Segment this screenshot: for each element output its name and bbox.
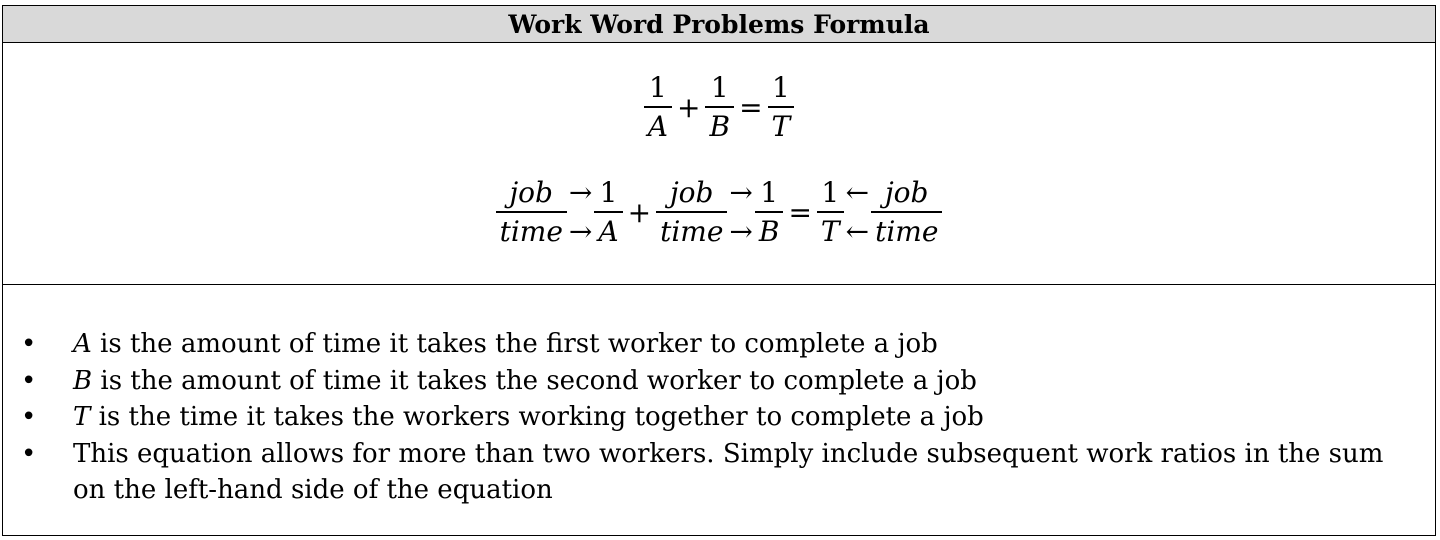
fraction-bar (656, 211, 727, 213)
plus-sign: + (627, 195, 652, 229)
fraction-bar (594, 211, 622, 213)
fraction-bar (871, 211, 942, 213)
numerator: job (670, 176, 714, 209)
denominator: B (709, 110, 731, 144)
fraction-job-over-time (656, 178, 727, 247)
fraction-one-over-b (705, 73, 734, 142)
fraction-bar (817, 211, 844, 213)
fraction-bar (755, 211, 784, 213)
list-item-text: T is the time it takes the workers working together to complete a job (73, 402, 984, 432)
right-arrows (569, 178, 592, 247)
list-item-text: B is the amount of time it takes the second worker to complete a job (73, 365, 977, 396)
denominator: time (499, 215, 563, 249)
list-item (3, 326, 1435, 363)
fraction-bar (768, 106, 795, 108)
arrow-top: ← (845, 176, 870, 209)
bullet-icon: • (21, 329, 37, 359)
arrow-top: → (729, 176, 753, 209)
denominator: T (820, 215, 840, 249)
job-time-equation (3, 178, 1435, 247)
plus-sign: + (677, 90, 701, 124)
arrow-bottom: → (729, 215, 753, 249)
fraction-bar (644, 106, 672, 108)
list-item-text: A is the amount of time it takes the first worker to complete a job (73, 329, 938, 359)
numerator: 1 (821, 176, 840, 209)
explanation-list (3, 326, 1435, 509)
fraction-job-over-time (496, 178, 567, 247)
numerator: job (885, 176, 929, 209)
right-arrows (729, 178, 752, 247)
fraction-one-over-b (755, 178, 784, 247)
formula-card (2, 5, 1436, 536)
numerator: 1 (710, 71, 729, 104)
denominator: T (771, 110, 791, 144)
denominator: A (647, 110, 669, 144)
list-item-text: This equation allows for more than two workers. Simply include subsequent work ratios in the sum on the left-hand side of the equation (73, 438, 1384, 505)
fraction-job-over-time (871, 178, 942, 247)
numerator: 1 (771, 71, 790, 104)
equals-sign: = (788, 195, 812, 229)
basic-work-equation (3, 73, 1435, 142)
card-title: Work Word Problems Formula (3, 6, 1435, 43)
bullet-icon: • (21, 402, 37, 432)
denominator: time (875, 215, 939, 249)
fraction-one-over-a (644, 73, 672, 142)
numerator: 1 (599, 176, 618, 209)
numerator: 1 (760, 176, 779, 209)
bullet-icon: • (21, 438, 37, 469)
list-item (3, 399, 1435, 436)
arrow-bottom: → (568, 215, 593, 249)
fraction-one-over-t (768, 73, 795, 142)
arrow-bottom: ← (845, 215, 870, 249)
denominator: A (598, 215, 619, 249)
numerator: job (509, 176, 553, 209)
fraction-bar (496, 211, 567, 213)
numerator: 1 (648, 71, 667, 104)
list-item (3, 436, 1435, 509)
bullet-icon: • (21, 365, 37, 396)
fraction-one-over-t (817, 178, 844, 247)
left-arrows (846, 178, 869, 247)
denominator: B (758, 215, 780, 249)
equals-sign: = (739, 90, 763, 124)
arrow-top: → (568, 176, 593, 209)
fraction-bar (705, 106, 734, 108)
formula-section (3, 43, 1435, 285)
list-item (3, 363, 1435, 400)
fraction-one-over-a (594, 178, 622, 247)
denominator: time (660, 215, 724, 249)
